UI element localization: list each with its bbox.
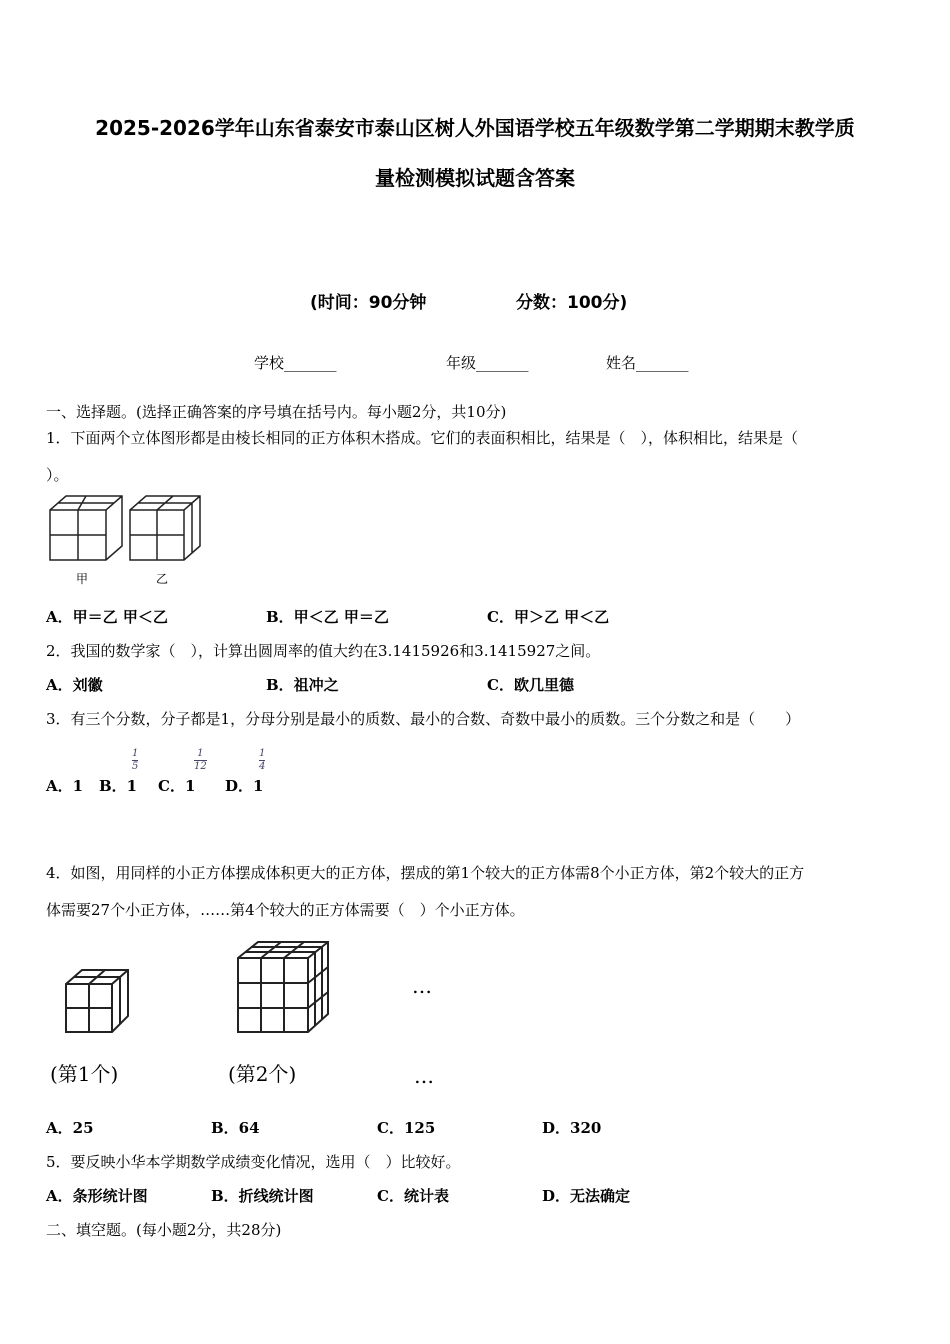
- q5-option-d: D．无法确定: [542, 1187, 631, 1205]
- q5-option-c: C．统计表: [377, 1187, 449, 1205]
- q4-option-d: D．320: [542, 1119, 602, 1137]
- q3-fraction-b: [132, 748, 138, 773]
- title-line-1: 2025-2026学年山东省泰安市泰山区树人外国语学校五年级数学第二学期期末教学质: [95, 116, 855, 140]
- q3-option-b: B．1: [99, 777, 138, 795]
- school-field: 学校_______: [254, 354, 337, 372]
- q4-text-cont: 体需要27个小正方体，……第4个较大的正方体需要（ ）个小正方体。: [46, 901, 525, 919]
- denominator: 4: [259, 761, 266, 772]
- q3-text: 3．有三个分数，分子都是1，分母分别是最小的质数、最小的合数、奇数中最小的质数。三个分数之和是（ ）: [46, 710, 801, 728]
- q2-option-c: C．欧几里德: [487, 676, 574, 694]
- q1-cube-figure: [46, 492, 206, 572]
- q2-text: 2．我国的数学家（ ），计算出圆周率的值大约在3.1415926和3.1415927之间。: [46, 642, 601, 660]
- q4-text: 4．如图，用同样的小正方体摆成体积更大的正方体，摆成的第1个较大的正方体需8个小正方体，第2个较大的正方: [46, 864, 805, 882]
- ellipsis-figure: …: [412, 974, 432, 998]
- section-1-heading: 一、选择题。(选择正确答案的序号填在括号内。每小题2分，共10分): [46, 403, 507, 421]
- exam-time: (时间：90分钟: [310, 293, 427, 313]
- fig-label-jia: 甲: [76, 572, 89, 586]
- fig-label-second: (第2个): [228, 1062, 297, 1086]
- q3-option-c: C．1: [158, 777, 196, 795]
- q1-option-a: A．甲＝乙 甲＜乙: [46, 608, 168, 626]
- grade-field: 年级_______: [446, 354, 529, 372]
- ellipsis-label: …: [414, 1064, 434, 1088]
- q4-option-a: A．25: [46, 1119, 94, 1137]
- q5-option-b: B．折线统计图: [211, 1187, 314, 1205]
- q4-cube-figure: [60, 938, 340, 1038]
- q4-option-b: B．64: [211, 1119, 260, 1137]
- q2-option-a: A．刘徽: [46, 676, 103, 694]
- exam-score: 分数：100分): [516, 293, 628, 313]
- q1-option-c: C．甲＞乙 甲＜乙: [487, 608, 610, 626]
- denominator: 12: [194, 761, 207, 772]
- q1-option-b: B．甲＜乙 甲＝乙: [266, 608, 389, 626]
- q1-text: 1．下面两个立体图形都是由棱长相同的正方体积木搭成。它们的表面积相比，结果是（ ），体积相比，结果是（: [46, 429, 799, 447]
- denominator: 5: [132, 761, 139, 772]
- numerator: 1: [259, 748, 266, 759]
- name-field: 姓名_______: [606, 354, 689, 372]
- fig-label-first: (第1个): [50, 1062, 119, 1086]
- q3-option-a: A．1: [46, 777, 84, 795]
- q3-fraction-c: [194, 748, 207, 773]
- title-line-2: 量检测模拟试题含答案: [375, 166, 575, 190]
- q1-text-cont: ）。: [46, 466, 69, 484]
- section-2-heading: 二、填空题。(每小题2分，共28分): [46, 1221, 282, 1239]
- q3-option-d: D．1: [225, 777, 264, 795]
- q2-option-b: B．祖冲之: [266, 676, 339, 694]
- fig-label-yi: 乙: [156, 572, 169, 586]
- q3-fraction-d: [259, 748, 265, 773]
- q4-option-c: C．125: [377, 1119, 436, 1137]
- numerator: 1: [132, 748, 139, 759]
- q5-option-a: A．条形统计图: [46, 1187, 148, 1205]
- q5-text: 5．要反映小华本学期数学成绩变化情况，选用（ ）比较好。: [46, 1153, 461, 1171]
- numerator: 1: [194, 748, 207, 761]
